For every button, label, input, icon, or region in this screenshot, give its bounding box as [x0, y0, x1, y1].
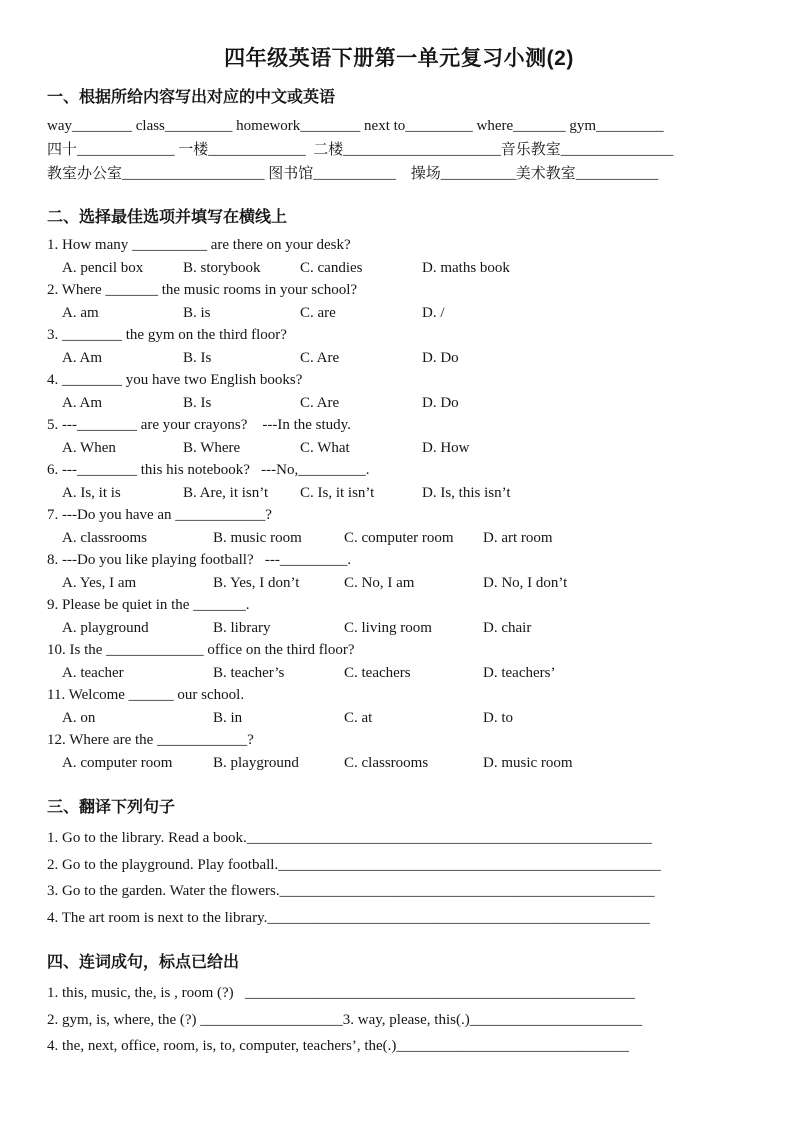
question — [47, 729, 751, 774]
question — [47, 639, 751, 684]
question-options — [47, 437, 751, 460]
option-a: A. Am — [62, 394, 103, 411]
sentence-item: 1. this, music, the, is , room (?) ____________________________________________________ — [47, 985, 635, 1001]
sentence-item: 2. gym, is, where, the (?) ___________________3. way, please, this(.)_______________________ — [47, 1011, 643, 1028]
option-c: C. Is, it isn’t — [300, 484, 375, 501]
vocab-line: 教室办公室___________________ 图书馆___________ 操场__________美术教室___________ — [47, 166, 659, 182]
section-vocabulary — [47, 88, 751, 186]
option-b: B. Are, it isn’t — [183, 484, 269, 501]
option-a: A. pencil box — [62, 259, 144, 276]
question-text: 6. ---________ this his notebook? ---No,_________. — [47, 462, 370, 478]
question — [47, 414, 751, 459]
option-b: B. Where — [183, 439, 241, 456]
option-c: C. teachers — [344, 664, 411, 681]
question-text: 9. Please be quiet in the _______. — [47, 597, 250, 613]
question — [47, 324, 751, 369]
option-d: D. Is, this isn’t — [422, 484, 511, 501]
option-c: C. classrooms — [344, 754, 429, 771]
option-b: B. Yes, I don’t — [213, 574, 300, 591]
option-b: B. playground — [213, 754, 299, 771]
question-text: 3. ________ the gym on the third floor? — [47, 327, 287, 343]
option-b: B. Is — [183, 349, 212, 366]
option-c: C. are — [300, 304, 336, 321]
option-d: D. How — [422, 439, 470, 456]
option-a: A. Is, it is — [62, 484, 121, 501]
option-c: C. What — [300, 439, 350, 456]
question-options — [47, 347, 751, 370]
question-options — [47, 392, 751, 415]
option-d: D. music room — [483, 754, 573, 771]
question — [47, 549, 751, 594]
option-a: A. Yes, I am — [62, 574, 137, 591]
question-options — [47, 707, 751, 730]
option-d: D. Do — [422, 349, 459, 366]
question-text: 10. Is the _____________ office on the third floor? — [47, 642, 355, 658]
option-a: A. computer room — [62, 754, 173, 771]
question-text: 7. ---Do you have an ____________? — [47, 507, 272, 523]
question-text: 11. Welcome ______ our school. — [47, 687, 245, 703]
option-a: A. playground — [62, 619, 149, 636]
translation-item: 1. Go to the library. Read a book.______________________________________________________ — [47, 830, 652, 846]
translation-item: 4. The art room is next to the library.___________________________________________________ — [47, 909, 650, 926]
question-options — [47, 662, 751, 685]
question-text: 12. Where are the ____________? — [47, 732, 254, 748]
option-a: A. When — [62, 439, 116, 456]
section-1-heading: 一、根据所给内容写出对应的中文或英语 — [47, 89, 336, 106]
option-d: D. / — [422, 304, 445, 321]
translation-item: 2. Go to the playground. Play football.___________________________________________________ — [47, 856, 661, 873]
section-sentence-building — [47, 953, 751, 1060]
section-translation — [47, 798, 751, 931]
option-d: D. art room — [483, 529, 553, 546]
question-options — [47, 257, 751, 280]
question — [47, 684, 751, 729]
question-text: 2. Where _______ the music rooms in your school? — [47, 282, 358, 298]
option-a: A. on — [62, 709, 96, 726]
option-b: B. music room — [213, 529, 302, 546]
option-d: D. teachers’ — [483, 664, 556, 681]
question-text: 8. ---Do you like playing football? ---_________. — [47, 552, 352, 568]
question — [47, 594, 751, 639]
question — [47, 234, 751, 279]
question-options — [47, 617, 751, 640]
option-d: D. to — [483, 709, 513, 726]
section-multiple-choice — [47, 208, 751, 774]
page-title: 四年级英语下册第一单元复习小测(2) — [224, 47, 574, 70]
option-c: C. computer room — [344, 529, 454, 546]
option-c: C. at — [344, 709, 373, 726]
question-options — [47, 482, 751, 505]
question-options — [47, 302, 751, 325]
option-b: B. storybook — [183, 259, 261, 276]
option-b: B. in — [213, 709, 243, 726]
option-b: B. Is — [183, 394, 212, 411]
translation-item: 3. Go to the garden. Water the flowers.__________________________________________________ — [47, 883, 655, 899]
section-2-heading: 二、选择最佳选项并填写在横线上 — [47, 209, 288, 226]
option-c: C. Are — [300, 394, 340, 411]
question — [47, 459, 751, 504]
question — [47, 504, 751, 549]
vocab-line: way________ class_________ homework________ next to_________ where_______ gym_________ — [47, 118, 664, 134]
option-a: A. teacher — [62, 664, 124, 681]
option-c: C. Are — [300, 349, 340, 366]
question — [47, 279, 751, 324]
question-options — [47, 527, 751, 550]
question-options — [47, 572, 751, 595]
section-3-heading: 三、翻译下列句子 — [47, 799, 176, 816]
option-d: D. No, I don’t — [483, 574, 568, 591]
question-options — [47, 752, 751, 775]
option-a: A. am — [62, 304, 99, 321]
option-c: C. living room — [344, 619, 432, 636]
section-4-heading: 四、连词成句，标点已给出 — [47, 954, 240, 971]
option-a: A. classrooms — [62, 529, 147, 546]
question — [47, 369, 751, 414]
option-b: B. is — [183, 304, 211, 321]
option-d: D. Do — [422, 394, 459, 411]
option-c: C. No, I am — [344, 574, 415, 591]
vocab-line: 四十_____________ 一楼_____________ 二楼_____________________音乐教室_______________ — [47, 142, 674, 158]
question-text: 4. ________ you have two English books? — [47, 372, 303, 388]
option-d: D. chair — [483, 619, 532, 636]
question-text: 1. How many __________ are there on your desk? — [47, 237, 351, 253]
question-text: 5. ---________ are your crayons? ---In the study. — [47, 417, 351, 433]
sentence-item: 4. the, next, office, room, is, to, computer, teachers’, the(.)_______________________________ — [47, 1038, 629, 1054]
option-b: B. library — [213, 619, 271, 636]
option-d: D. maths book — [422, 259, 510, 276]
option-b: B. teacher’s — [213, 664, 285, 681]
option-a: A. Am — [62, 349, 103, 366]
option-c: C. candies — [300, 259, 363, 276]
